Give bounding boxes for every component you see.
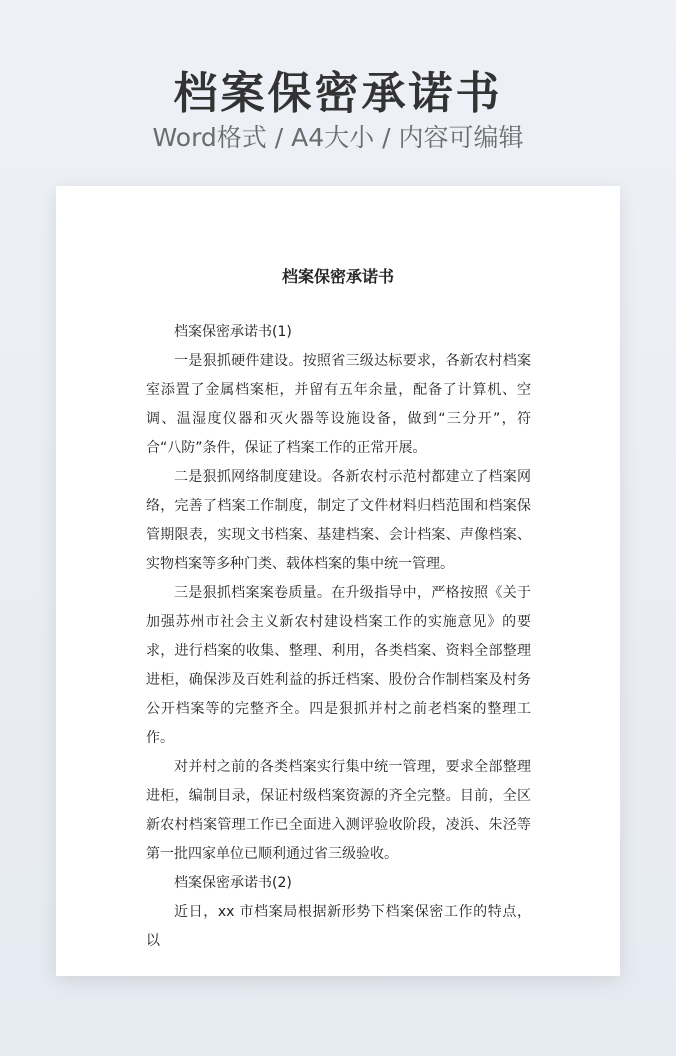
document-body	[146, 318, 531, 956]
paragraph-heading-2: 档案保密承诺书(2)	[174, 875, 292, 891]
paragraph: 近日，xx 市档案局根据新形势下档案保密工作的特点，以	[146, 904, 531, 949]
paragraph: 一是狠抓硬件建设。按照省三级达标要求，各新农村档案室添置了金属档案柜，并留有五年余量，配备了计算机、空调、温湿度仪器和灭火器等设施设备，做到“三分开”，符合“八防”条件，保证了档案工作的正常开展。	[146, 353, 531, 456]
banner-subtitle: Word格式 / A4大小 / 内容可编辑	[152, 123, 524, 152]
banner-title: 档案保密承诺书	[173, 68, 503, 119]
paragraph: 对并村之前的各类档案实行集中统一管理，要求全部整理进柜，编制目录，保证村级档案资源的齐全完整。目前，全区新农村档案管理工作已全面进入测评验收阶段，凌浜、朱泾等第一批四家单位已顺利通过省三级验收。	[146, 759, 531, 862]
document-title: 档案保密承诺书	[281, 267, 394, 286]
paragraph-heading-1: 档案保密承诺书(1)	[174, 324, 292, 340]
paragraph: 三是狠抓档案案卷质量。在升级指导中，严格按照《关于加强苏州市社会主义新农村建设档案工作的实施意见》的要求，进行档案的收集、整理、利用，各类档案、资料全部整理进柜，确保涉及百姓利益的拆迁档案、股份合作制档案及村务公开档案等的完整齐全。四是狠抓并村之前老档案的整理工作。	[146, 585, 531, 746]
document-page	[56, 186, 620, 976]
paragraph: 二是狠抓网络制度建设。各新农村示范村都建立了档案网络，完善了档案工作制度，制定了文件材料归档范围和档案保管期限表，实现文书档案、基建档案、会计档案、声像档案、实物档案等多种门类、载体档案的集中统一管理。	[146, 469, 531, 572]
